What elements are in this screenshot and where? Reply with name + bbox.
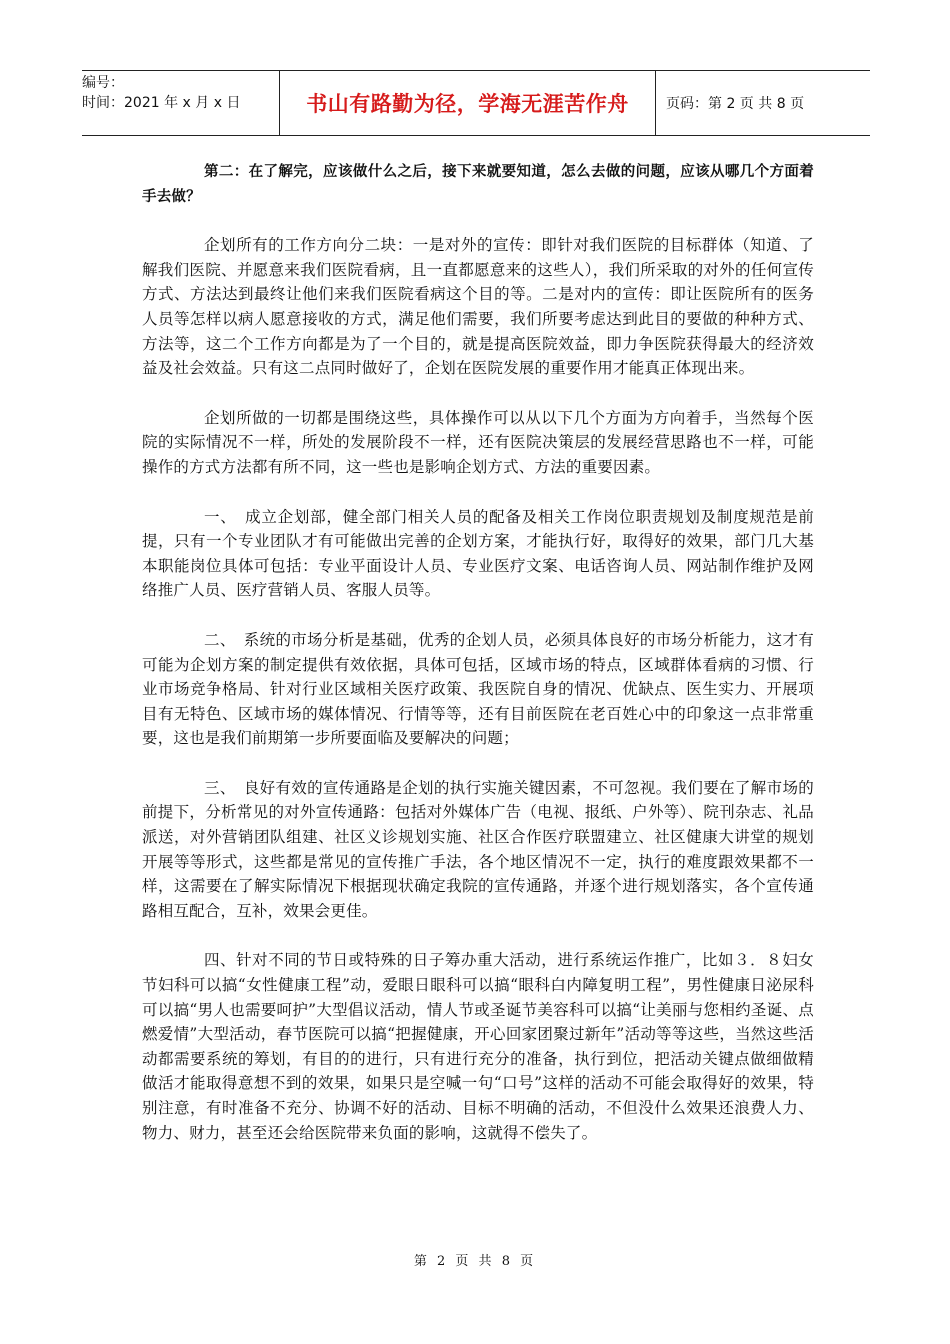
- body-paragraph: 一、 成立企划部，健全部门相关人员的配备及相关工作岗位职责规划及制度规范是前提，只有一个专业团队才有可能做出完善的企划方案，才能执行好，取得好的效果，部门几大基本职能岗位具体可包括：专业平面设计人员、专业医疗文案、电话咨询人员、网站制作维护及网络推广人员、医疗营销人员、客服人员等。: [142, 507, 814, 600]
- body-paragraph: 三、 良好有效的宣传通路是企划的执行实施关键因素，不可忽视。我们要在了解市场的前提下，分析常见的对外宣传通路：包括对外媒体广告（电视、报纸、户外等）、院刊杂志、礼品派送，对外营销团队组建、社区义诊规划实施、社区合作医疗联盟建立、社区健康大讲堂的规划开展等等形式，这些都是常见的宣传推广手法，各个地区情况不一定，执行的难度跟效果都不一样，这需要在了解实际情况下根据现状确定我院的宣传通路，并逐个进行规划落实，各个宣传通路相互配合，互补，效果会更佳。: [142, 778, 814, 920]
- document-number-label: 编号：: [82, 75, 124, 91]
- body-paragraph: 企划所做的一切都是围绕这些，具体操作可以从以下几个方面为方向着手，当然每个医院的实际情况不一样，所处的发展阶段不一样，还有医院决策层的发展经营思路也不一样，可能操作的方式方法都有所不同，这一些也是影响企划方式、方法的重要因素。: [142, 408, 814, 476]
- document-body: [142, 160, 814, 1170]
- body-paragraph: 二、 系统的市场分析是基础，优秀的企划人员，必须具体良好的市场分析能力，这才有可能为企划方案的制定提供有效依据，具体可包括，区域市场的特点，区域群体看病的习惯、行业市场竞争格局、针对行业区域相关医疗政策、我医院自身的情况、优缺点、医生实力、开展项目有无特色、区域市场的媒体情况、行情等等，还有目前医院在老百姓心中的印象这一点非常重要，这也是我们前期第一步所要面临及要解决的问题；: [142, 630, 814, 748]
- header-page-info: 页码：第 2 页 共 8 页: [666, 96, 805, 112]
- header-motto: 书山有路勤为径，学海无涯苦作舟: [306, 92, 629, 116]
- header-motto-cell: [280, 71, 656, 135]
- body-paragraph: 四、针对不同的节日或特殊的日子筹办重大活动，进行系统运作推广，比如３．８妇女节妇科可以搞“女性健康工程”动，爱眼日眼科可以搞“眼科白内障复明工程”，男性健康日泌尿科可以搞“男人也需要呵护”大型倡议活动，情人节或圣诞节美容科可以搞“让美丽与您相约圣诞、点燃爱情”大型活动，春节医院可以搞“把握健康，开心回家团聚过新年”活动等等这些，当然这些活动都需要系统的筹划，有目的的进行，只有进行充分的准备，执行到位，把活动关键点做细做精做活才能取得意想不到的效果，如果只是空喊一句“口号”这样的活动不可能会取得好的效果，特别注意，有时准备不充分、协调不好的活动、目标不明确的活动，不但没什么效果还浪费人力、物力、财力，甚至还会给医院带来负面的影响，这就得不偿失了。: [142, 951, 814, 1142]
- document-header: [82, 70, 870, 136]
- header-page-cell: [656, 71, 870, 135]
- document-date: 时间：2021 年 x 月 x 日: [82, 95, 241, 111]
- page-footer: 第 2 页 共 8 页: [413, 1254, 537, 1269]
- section-heading: 第二：在了解完，应该做什么之后，接下来就要知道，怎么去做的问题，应该从哪几个方面着手去做？: [142, 164, 814, 205]
- body-paragraph: 企划所有的工作方向分二块：一是对外的宣传：即针对我们医院的目标群体（知道、了解我们医院、并愿意来我们医院看病，且一直都愿意来的这些人），我们所采取的对外的任何宣传方式、方法达到最终让他们来我们医院看病这个目的等。二是对内的宣传：即让医院所有的医务人员等怎样以病人愿意接收的方式，满足他们需要，我们所要考虑达到此目的要做的种种方式、方法等，这二个工作方向都是为了一个目的，就是提高医院效益，即力争医院获得最大的经济效益及社会效益。只有这二点同时做好了，企划在医院发展的重要作用才能真正体现出来。: [142, 236, 814, 378]
- header-meta-cell: [82, 71, 280, 135]
